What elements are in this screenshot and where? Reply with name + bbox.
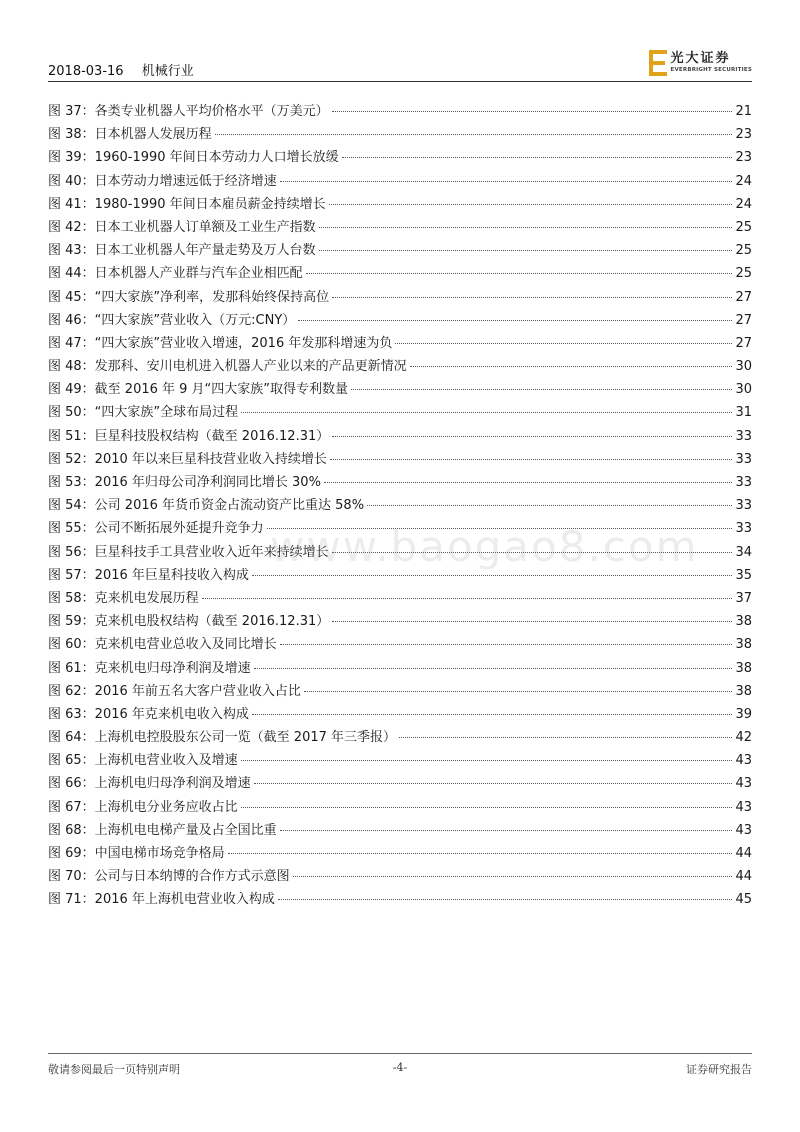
figure-index-list [48, 100, 752, 912]
toc-dot-leader [395, 343, 732, 344]
toc-entry-label: 图 45：“四大家族”净利率，发那科始终保持高位 [48, 289, 330, 305]
toc-entry[interactable] [48, 309, 752, 332]
watermark: www.baogao8.com [270, 522, 699, 571]
toc-dot-leader [329, 204, 733, 205]
toc-dot-leader [332, 436, 732, 437]
toc-entry-page: 33 [735, 498, 752, 514]
toc-entry[interactable] [48, 170, 752, 193]
toc-dot-leader [351, 389, 732, 390]
toc-entry-label: 图 40：日本劳动力增速远低于经济增速 [48, 173, 277, 189]
toc-dot-leader [304, 691, 733, 692]
toc-dot-leader [202, 598, 733, 599]
report-date: 2018-03-16 [48, 64, 124, 79]
toc-entry[interactable] [48, 216, 752, 239]
toc-dot-leader [254, 783, 733, 784]
toc-dot-leader [332, 552, 733, 553]
toc-entry-label: 图 63：2016 年克来机电收入构成 [48, 706, 249, 722]
toc-entry[interactable] [48, 633, 752, 656]
toc-entry-label: 图 60：克来机电营业总收入及同比增长 [48, 637, 277, 653]
toc-dot-leader [228, 853, 733, 854]
toc-entry[interactable] [48, 796, 752, 819]
toc-entry-page: 44 [735, 869, 752, 885]
toc-entry-page: 33 [735, 428, 752, 444]
toc-entry[interactable] [48, 332, 752, 355]
toc-entry-page: 37 [735, 590, 752, 606]
toc-entry[interactable] [48, 865, 752, 888]
toc-entry-label: 图 66：上海机电归母净利润及增速 [48, 776, 251, 792]
toc-dot-leader [280, 644, 733, 645]
toc-dot-leader [280, 181, 733, 182]
toc-entry[interactable] [48, 123, 752, 146]
toc-dot-leader [293, 876, 733, 877]
report-type: 证券研究报告 [686, 1063, 752, 1076]
toc-entry-label: 图 38：日本机器人发展历程 [48, 127, 212, 143]
toc-entry-page: 45 [735, 892, 752, 908]
toc-dot-leader [252, 575, 733, 576]
toc-entry-label: 图 57：2016 年巨星科技收入构成 [48, 567, 249, 583]
toc-entry[interactable] [48, 517, 752, 540]
toc-entry[interactable] [48, 749, 752, 772]
toc-entry-page: 39 [735, 706, 752, 722]
toc-entry-label: 图 51：巨星科技股权结构（截至 2016.12.31） [48, 428, 330, 444]
toc-entry-page: 31 [735, 405, 752, 421]
toc-dot-leader [332, 297, 732, 298]
toc-dot-leader [278, 899, 733, 900]
toc-entry-label: 图 70：公司与日本纳博的合作方式示意图 [48, 869, 290, 885]
toc-entry-label: 图 61：克来机电归母净利润及增速 [48, 660, 251, 676]
toc-dot-leader [367, 505, 732, 506]
toc-entry[interactable] [48, 100, 752, 123]
toc-entry-page: 27 [735, 312, 752, 328]
toc-dot-leader [267, 528, 733, 529]
toc-entry-page: 43 [735, 799, 752, 815]
toc-dot-leader [241, 412, 732, 413]
toc-entry[interactable] [48, 680, 752, 703]
toc-dot-leader [280, 830, 733, 831]
toc-entry-page: 30 [735, 382, 752, 398]
toc-dot-leader [319, 250, 733, 251]
logo-chinese-name: 光大证券 [670, 51, 731, 67]
toc-entry-page: 34 [735, 544, 752, 560]
toc-entry-label: 图 49：截至 2016 年 9 月“四大家族”取得专利数量 [48, 382, 349, 398]
toc-entry[interactable] [48, 726, 752, 749]
toc-entry-page: 38 [735, 683, 752, 699]
toc-entry-page: 23 [735, 127, 752, 143]
toc-entry[interactable] [48, 471, 752, 494]
toc-entry-label: 图 68：上海机电电梯产量及占全国比重 [48, 822, 277, 838]
toc-entry-page: 27 [735, 335, 752, 351]
logo-english-name: EVERBRIGHT SECURITIES [670, 67, 752, 74]
toc-entry-label: 图 55：公司不断拓展外延提升竞争力 [48, 521, 264, 537]
toc-entry-label: 图 46：“四大家族”营业收入（万元:CNY） [48, 312, 296, 328]
toc-dot-leader [306, 273, 733, 274]
toc-entry-label: 图 67：上海机电分业务应收占比 [48, 799, 238, 815]
toc-entry-page: 21 [735, 104, 752, 119]
toc-entry-label: 图 58：克来机电发展历程 [48, 590, 199, 606]
toc-entry-page: 25 [735, 243, 752, 259]
toc-entry-page: 43 [735, 822, 752, 838]
toc-entry-label: 图 37：各类专业机器人平均价格水平（万美元） [48, 104, 329, 119]
toc-entry-page: 44 [735, 846, 752, 861]
toc-entry-label: 图 48：发那科、安川电机进入机器人产业以来的产品更新情况 [48, 359, 407, 375]
toc-entry-page: 23 [735, 150, 752, 166]
toc-entry-page: 38 [735, 614, 752, 630]
toc-entry[interactable] [48, 262, 752, 285]
toc-entry-page: 24 [735, 173, 752, 189]
disclaimer-note: 敬请参阅最后一页特别声明 [48, 1063, 180, 1076]
toc-entry[interactable] [48, 378, 752, 401]
toc-entry[interactable] [48, 448, 752, 471]
toc-dot-leader [342, 157, 733, 158]
toc-dot-leader [410, 366, 733, 367]
toc-entry[interactable] [48, 564, 752, 587]
toc-entry-page: 33 [735, 451, 752, 467]
toc-entry[interactable] [48, 587, 752, 610]
toc-entry[interactable] [48, 842, 752, 865]
toc-entry-label: 图 44：日本机器人产业群与汽车企业相匹配 [48, 266, 303, 282]
toc-entry-label: 图 41：1980-1990 年间日本雇员薪金持续增长 [48, 196, 326, 212]
header-divider [48, 81, 752, 82]
toc-dot-leader [298, 320, 732, 321]
toc-entry[interactable] [48, 610, 752, 633]
toc-entry-label: 图 69：中国电梯市场竞争格局 [48, 846, 225, 861]
toc-entry-page: 43 [735, 753, 752, 769]
toc-entry[interactable] [48, 819, 752, 842]
everbright-logo-icon [649, 50, 667, 76]
toc-entry-page: 42 [735, 730, 752, 746]
toc-entry[interactable] [48, 888, 752, 911]
footer-divider [48, 1053, 752, 1054]
toc-entry[interactable] [48, 703, 752, 726]
toc-entry-page: 24 [735, 196, 752, 212]
toc-entry[interactable] [48, 401, 752, 424]
toc-dot-leader [319, 227, 733, 228]
toc-entry-page: 33 [735, 475, 752, 490]
toc-entry-label: 图 64：上海机电控股股东公司一览（截至 2017 年三季报） [48, 730, 397, 746]
toc-dot-leader [215, 134, 733, 135]
toc-entry-page: 27 [735, 289, 752, 305]
toc-entry-label: 图 54：公司 2016 年货币资金占流动资产比重达 58% [48, 498, 365, 514]
toc-entry-label: 图 43：日本工业机器人年产量走势及万人台数 [48, 243, 316, 259]
page-header [48, 50, 752, 80]
toc-entry-label: 图 59：克来机电股权结构（截至 2016.12.31） [48, 614, 330, 630]
industry-name: 机械行业 [141, 64, 194, 79]
toc-entry-label: 图 53：2016 年归母公司净利润同比增长 30% [48, 475, 321, 490]
toc-entry-page: 30 [735, 359, 752, 375]
toc-dot-leader [332, 111, 733, 112]
toc-entry[interactable] [48, 541, 752, 564]
toc-entry-page: 38 [735, 637, 752, 653]
toc-entry-page: 38 [735, 660, 752, 676]
toc-entry-page: 33 [735, 521, 752, 537]
toc-entry[interactable] [48, 355, 752, 378]
toc-entry-label: 图 65：上海机电营业收入及增速 [48, 753, 238, 769]
toc-entry-page: 25 [735, 266, 752, 282]
toc-entry-label: 图 50：“四大家族”全球布局过程 [48, 405, 239, 421]
toc-dot-leader [254, 668, 733, 669]
toc-entry-label: 图 71：2016 年上海机电营业收入构成 [48, 892, 275, 908]
page-number: -4- [392, 1061, 408, 1074]
toc-entry-label: 图 52：2010 年以来巨星科技营业收入持续增长 [48, 451, 327, 467]
header-meta [48, 60, 194, 79]
toc-dot-leader [332, 621, 732, 622]
toc-entry[interactable] [48, 146, 752, 169]
toc-dot-leader [324, 482, 733, 483]
toc-entry-label: 图 62：2016 年前五名大客户营业收入占比 [48, 683, 301, 699]
toc-dot-leader [399, 737, 732, 738]
toc-entry[interactable] [48, 286, 752, 309]
toc-entry-label: 图 39：1960-1990 年间日本劳动力人口增长放缓 [48, 150, 339, 166]
toc-entry-page: 35 [735, 567, 752, 583]
toc-entry-page: 43 [735, 776, 752, 792]
toc-entry[interactable] [48, 425, 752, 448]
toc-entry[interactable] [48, 494, 752, 517]
toc-entry[interactable] [48, 239, 752, 262]
toc-dot-leader [252, 714, 733, 715]
toc-dot-leader [241, 807, 733, 808]
toc-dot-leader [241, 760, 733, 761]
toc-entry-label: 图 47：“四大家族”营业收入增速，2016 年发那科增速为负 [48, 335, 393, 351]
toc-entry-label: 图 42：日本工业机器人订单额及工业生产指数 [48, 219, 316, 235]
toc-dot-leader [330, 459, 733, 460]
toc-entry[interactable] [48, 657, 752, 680]
everbright-logo [649, 50, 752, 76]
toc-entry[interactable] [48, 193, 752, 216]
toc-entry-label: 图 56：巨星科技手工具营业收入近年来持续增长 [48, 544, 329, 560]
toc-entry[interactable] [48, 772, 752, 795]
toc-entry-page: 25 [735, 219, 752, 235]
